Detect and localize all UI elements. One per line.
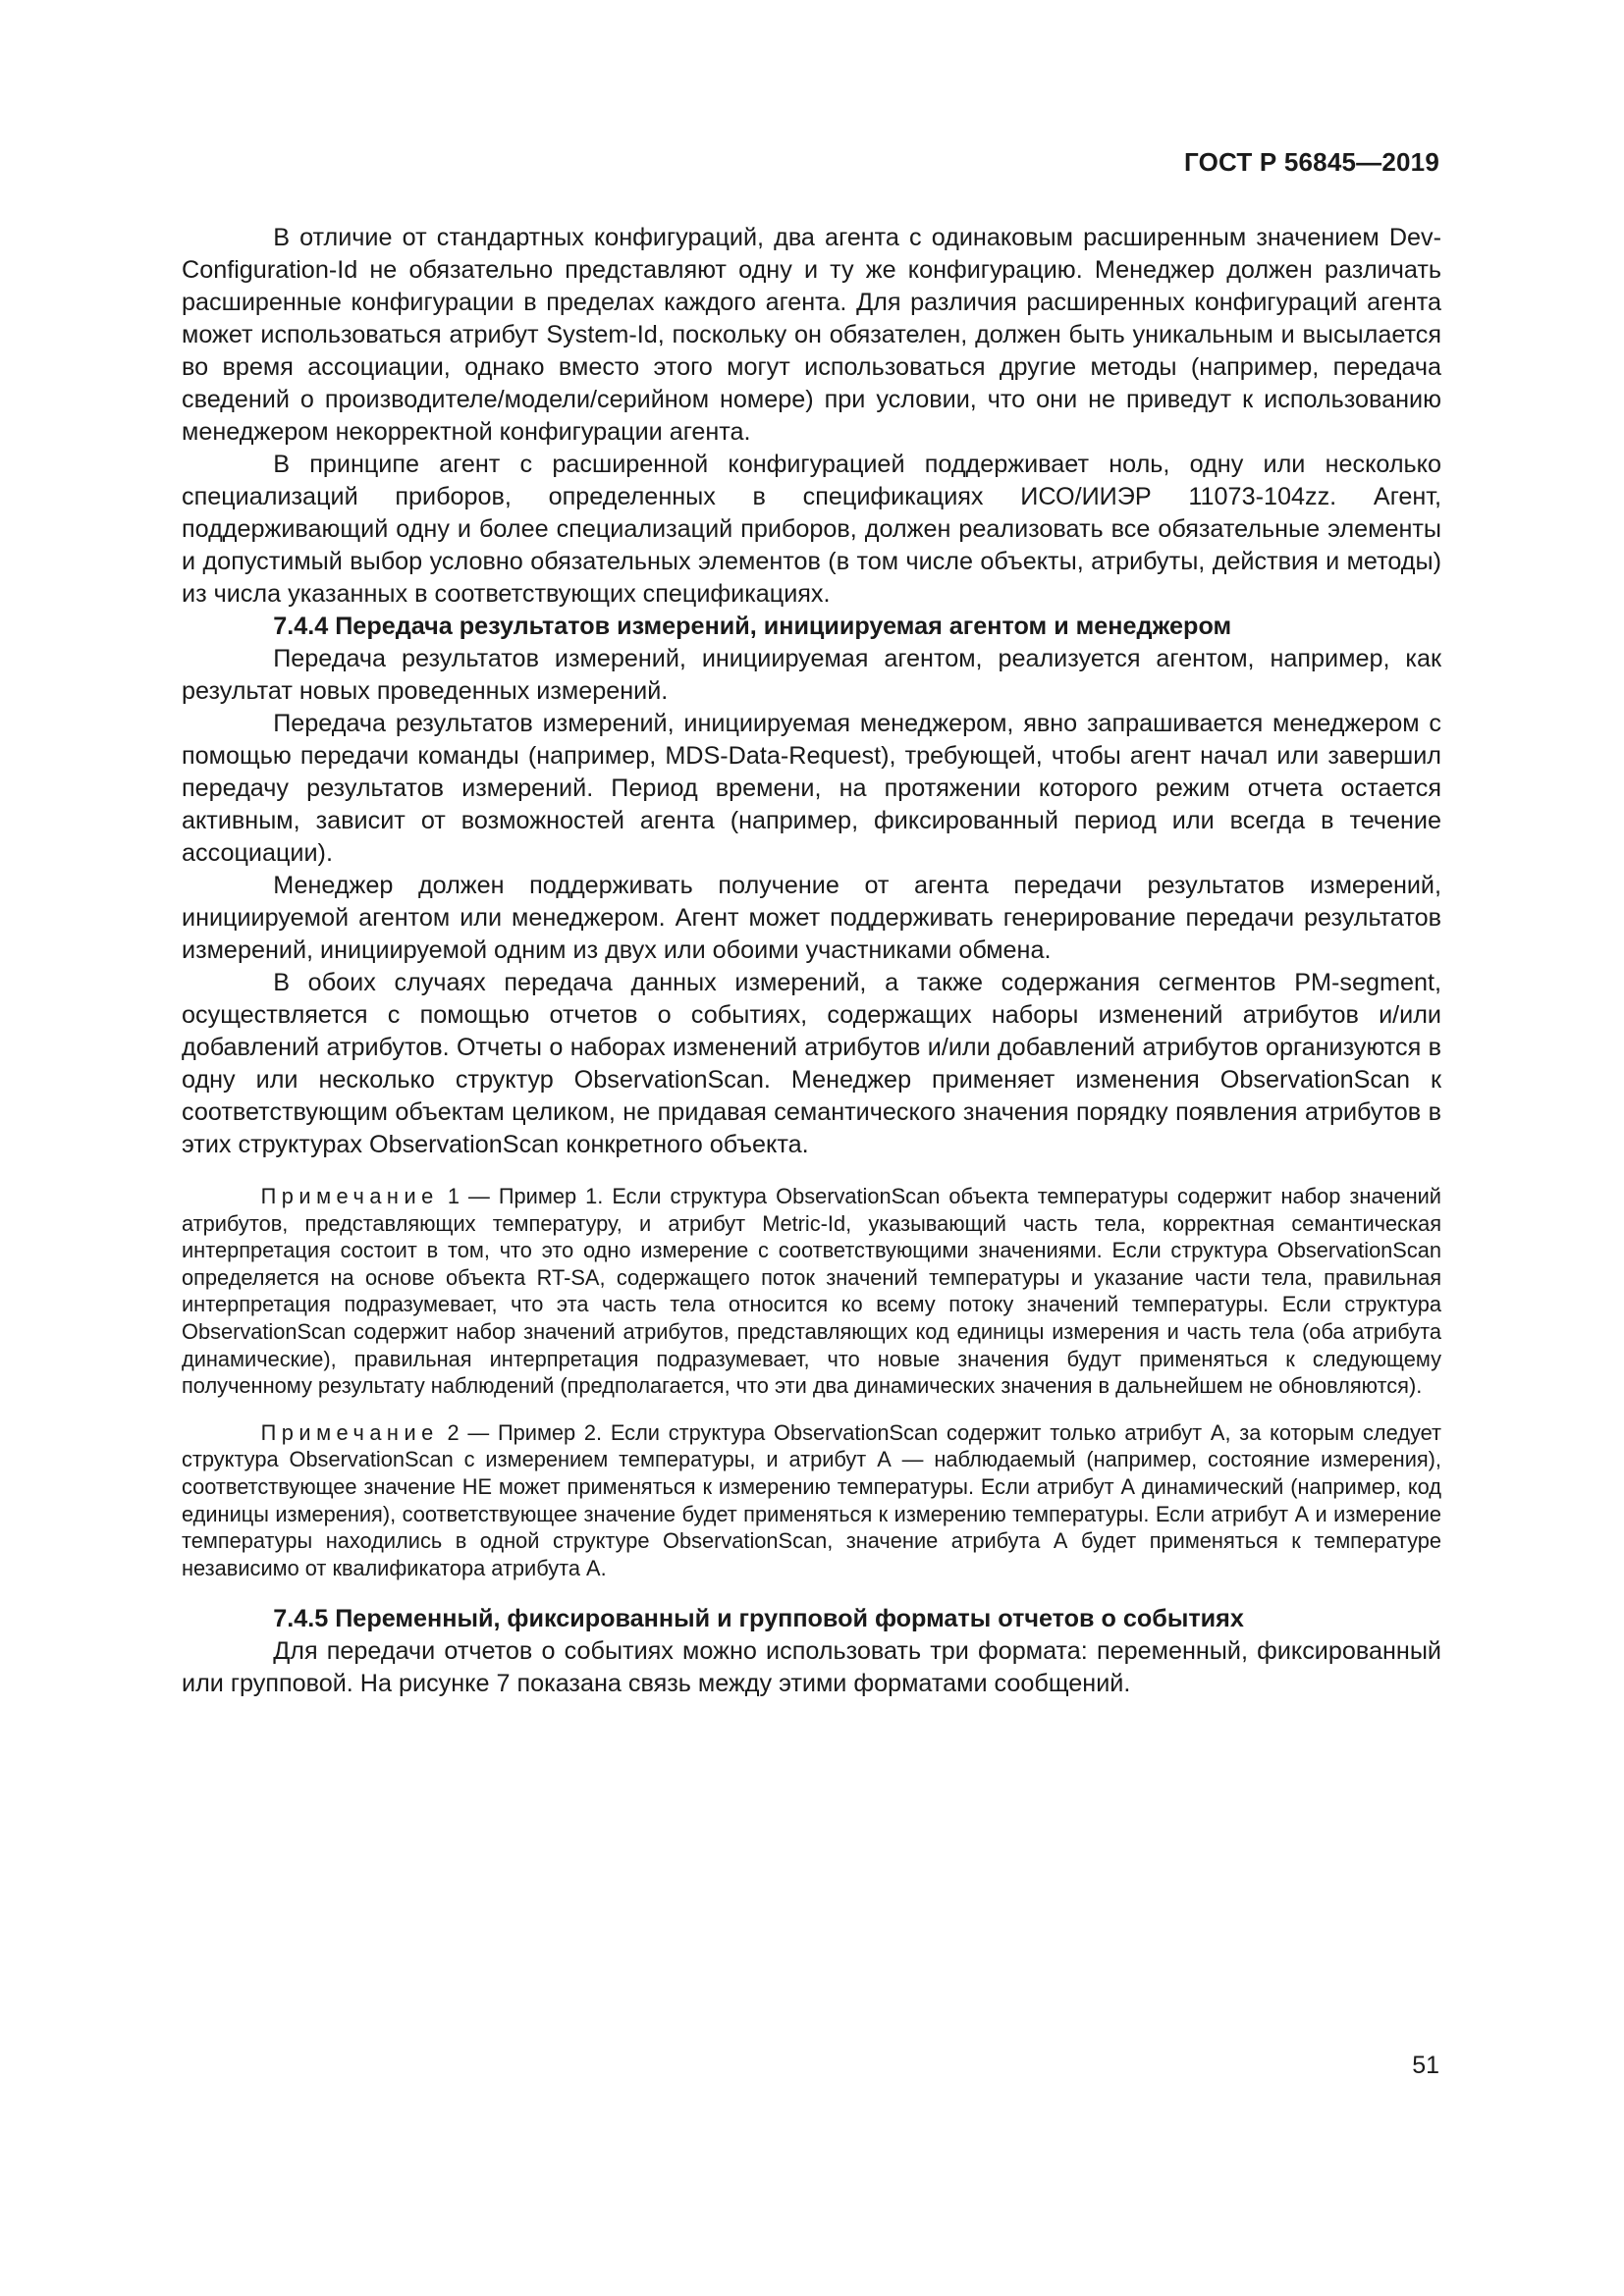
page-number: 51: [1412, 2052, 1439, 2079]
paragraph: Менеджер должен поддерживать получение от агента передачи результатов измерений, инициируемой агентом или менеджером. Агент может поддерживать генерирование передачи результатов измерений, инициируемой одним из двух или обоими участниками обмена.: [182, 872, 1441, 964]
paragraph: Передача результатов измерений, инициируемая агентом, реализуется агентом, например, как результат новых проведенных измерений.: [182, 645, 1441, 705]
note-1: Примечание 1 — Пример 1. Если структура ObservationScan объекта температуры содержит набор значений атрибутов, представляющих температуру, и атрибут Metric-Id, указывающий часть тела, корректная семантическая интерпретация состоит в том, что это одно измерение с соответствующими значениями. Если структура ObservationScan определяется на основе объекта RT-SA, содержащего поток значений температуры и указание части тела, правильная интерпретация подразумевает, что эта часть тела относится ко всему потоку значений температуры. Если структура ObservationScan содержит набор значений атрибутов, представляющих код единицы измерения и часть тела (оба атрибута динамические), правильная интерпретация подразумевает, что новые значения будут применяться к следующему полученному результату наблюдений (предполагается, что эти два динамических значения в дальнейшем не обновляются).: [182, 1184, 1441, 1399]
note-2: Примечание 2 — Пример 2. Если структура ObservationScan содержит только атрибут А, за которым следует структура ObservationScan с измерением температуры, и атрибут А — наблюдаемый (например, состояние измерения), соответствующее значение НЕ может применяться к измерению температуры. Если атрибут А динамический (например, код единицы измерения), соответствующее значение будет применяться к измерению температуры. Если атрибут А и измерение температуры находились в одной структуре ObservationScan, значение атрибута А будет применяться к температуре независимо от квалификатора атрибута А.: [182, 1419, 1441, 1580]
note-label: Примечание: [260, 1184, 439, 1208]
document-body: [182, 222, 1441, 1700]
note-number: 1: [447, 1184, 460, 1208]
note-text: Пример 2. Если структура ObservationScan содержит только атрибут А, за которым следует структура ObservationScan с измерением температуры, и атрибут А — наблюдаемый (например, состояние измерения), соответствующее значение НЕ может применяться к измерению температуры. Если атрибут А динамический (например, код единицы измерения), соответствующее значение будет применяться к измерению температуры. Если атрибут А и измерение температуры находились в одной структуре ObservationScan, значение атрибута А будет применяться к температуре независимо от квалификатора атрибута А.: [182, 1419, 1441, 1580]
note-label: Примечание: [260, 1419, 439, 1445]
standard-designation: ГОСТ Р 56845—2019: [1184, 147, 1439, 177]
paragraph: Для передачи отчетов о событиях можно использовать три формата: переменный, фиксированный или групповой. На рисунке 7 показана связь между этими форматами сообщений.: [182, 1637, 1441, 1698]
section-heading-7-4-5: 7.4.5 Переменный, фиксированный и групповой форматы отчетов о событиях: [273, 1605, 1244, 1633]
paragraph: Передача результатов измерений, инициируемая менеджером, явно запрашивается менеджером с помощью передачи команды (например, MDS-Data-Request), требующей, чтобы агент начал или завершил передачу результатов измерений. Период времени, на протяжении которого режим отчета остается активным, зависит от возможностей агента (например, фиксированный период или всегда в течение ассоциации).: [182, 710, 1441, 867]
paragraph: В принципе агент с расширенной конфигурацией поддерживает ноль, одну или несколько специализаций приборов, определенных в спецификациях ИСО/ИИЭР 11073-104zz. Агент, поддерживающий одну и более специализаций приборов, должен реализовать все обязательные элементы и допустимый выбор условно обязательных элементов (в том числе объекты, атрибуты, действия и методы) из числа указанных в соответствующих спецификациях.: [182, 451, 1441, 608]
note-text: Пример 1. Если структура ObservationScan объекта температуры содержит набор значений атрибутов, представляющих температуру, и атрибут Metric-Id, указывающий часть тела, корректная семантическая интерпретация состоит в том, что это одно измерение с соответствующими значениями. Если структура ObservationScan определяется на основе объекта RT-SA, содержащего поток значений температуры и указание части тела, правильная интерпретация подразумевает, что эта часть тела относится ко всему потоку значений температуры. Если структура ObservationScan содержит набор значений атрибутов, представляющих код единицы измерения и часть тела (оба атрибута динамические), правильная интерпретация подразумевает, что новые значения будут применяться к следующему полученному результату наблюдений (предполагается, что эти два динамических значения в дальнейшем не обновляются).: [182, 1184, 1441, 1399]
paragraph: В обоих случаях передача данных измерений, а также содержания сегментов PM-segment, осуществляется с помощью отчетов о событиях, содержащих наборы изменений атрибутов и/или добавлений атрибутов. Отчеты о наборах изменений атрибутов и/или добавлений атрибутов организуются в одну или несколько структур ObservationScan. Менеджер применяет изменения ObservationScan к соответствующим объектам целиком, не придавая семантического значения порядку появления атрибутов в этих структурах ObservationScan конкретного объекта.: [182, 969, 1441, 1158]
paragraph: В отличие от стандартных конфигураций, два агента с одинаковым расширенным значением Dev-Configuration-Id не обязательно представляют одну и ту же конфигурацию. Менеджер должен различать расширенные конфигурации в пределах каждого агента. Для различия расширенных конфигураций агента может использоваться атрибут System-Id, поскольку он обязателен, должен быть уникальным и высылается во время ассоциации, однако вместо этого могут использоваться другие методы (например, передача сведений о производителе/модели/серийном номере) при условии, что они не приведут к использованию менеджером некорректной конфигурации агента.: [182, 224, 1441, 446]
note-number: 2: [447, 1419, 460, 1445]
section-heading-7-4-4: 7.4.4 Передача результатов измерений, инициируемая агентом и менеджером: [273, 613, 1232, 640]
